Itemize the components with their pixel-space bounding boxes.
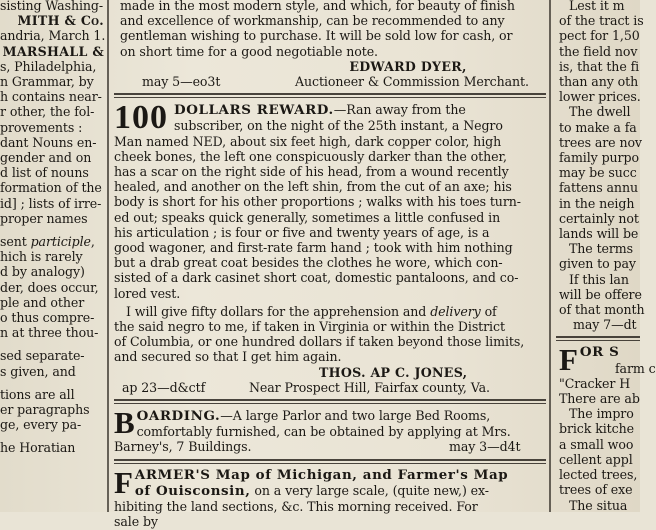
boarding-line: comfortably furnished, can be obtained by applying at Mrs. [136, 424, 511, 440]
right-column-line: than any oth [559, 74, 639, 90]
reward-signature: THOS. AP C. JONES, [319, 364, 468, 380]
reward-line: good wagoner, and first-rate farm hand ; took with him nothing [114, 240, 513, 256]
dyer-date: may 5—eo3t [142, 74, 221, 90]
right-column-line: lands will be [559, 226, 639, 242]
left-column-line: he Horatian [0, 440, 76, 456]
reward-line: subscriber, on the night of the 25th instant, a Negro [174, 118, 503, 134]
divider [114, 93, 546, 98]
boarding-footer [114, 439, 546, 454]
left-column-line: hich is rarely [0, 249, 83, 265]
for-sale-line: There are ab [559, 391, 640, 407]
left-column-line: sent participle, [0, 234, 95, 250]
middle-column [114, 0, 546, 530]
reward-location: Near Prospect Hill, Fairfax county, Va. [249, 379, 490, 395]
column-rule-left [107, 0, 109, 512]
map-ad [114, 464, 546, 530]
left-column [0, 0, 104, 512]
left-column-line: s given, and [0, 363, 76, 379]
left-column-line: formation of the [0, 180, 102, 196]
left-column-line [0, 432, 104, 440]
right-column-line: The dwell [569, 104, 631, 120]
left-column-line: provements : [0, 119, 83, 135]
for-sale-line: The situa [569, 497, 628, 513]
right-column-line: Lest it m [569, 0, 625, 13]
for-sale-line: a small woo [559, 436, 634, 452]
left-column-line: MITH & Co. [17, 13, 104, 29]
dyer-line: and excellence of workmanship, can be recommended to any [120, 13, 505, 29]
boarding-dropcap: B [114, 405, 135, 441]
left-column-line [0, 226, 104, 234]
left-column-line: r other, the fol- [0, 104, 95, 120]
left-column-line: d list of nouns [0, 165, 89, 181]
for-sale-line: brick kitche [559, 421, 634, 437]
right-column-line: given to pay [559, 256, 636, 272]
left-column-line: MARSHALL & [2, 43, 104, 59]
right-column-line: of the tract is [559, 13, 644, 29]
left-column-line [0, 340, 104, 348]
right-column-line: to make a fa [559, 119, 637, 135]
right-column-line: certainly not [559, 210, 639, 226]
left-column-line: gender and on [0, 150, 92, 166]
left-column-line: tions are all [0, 386, 75, 402]
reward-ad [114, 99, 546, 395]
for-sale-line: "Cracker H [559, 375, 631, 391]
divider [114, 459, 546, 464]
right-column-line: family purpo [559, 150, 639, 166]
reward-heading: DOLLARS REWARD. [174, 102, 334, 119]
map-dropcap: F [114, 464, 133, 500]
boarding-ad [114, 405, 546, 455]
dyer-title: Auctioneer & Commission Merchant. [295, 74, 529, 90]
map-line: on a very large scale, (quite new,) ex- [254, 482, 489, 498]
left-column-line: id] ; lists of irre- [0, 195, 102, 211]
divider [556, 336, 640, 341]
right-column-line: may 7—dt [573, 317, 637, 333]
left-column-line: dant Nouns en- [0, 134, 97, 150]
right-column-line: in the neigh [559, 195, 635, 211]
map-line: sale by [114, 514, 158, 530]
reward-line: lored vest. [114, 285, 181, 301]
dyer-line: made in the most modern style, and which, for beauty of finish [120, 0, 515, 13]
reward-line: body is short for his other proportions ; walks with his toes turn- [114, 194, 521, 210]
reward-line: sisted of a dark casinet short coat, domestic pantaloons, and co- [114, 270, 519, 286]
reward-line: but a drab great coat besides the clothes he wore, which con- [114, 255, 503, 271]
left-column-line: ple and other [0, 294, 85, 310]
left-column-line [0, 379, 104, 387]
for-sale-line: cellent appl [559, 451, 633, 467]
boarding-heading: OARDING. [136, 408, 221, 425]
right-column-line: fattens annu [559, 180, 638, 196]
left-column-line: s, Philadelphia, [0, 58, 97, 74]
reward-line: cheek bones, the left one conspicuously darker than the other, [114, 148, 507, 164]
right-column-line: is, that the fi [559, 58, 640, 74]
left-column-line: ge, every pa- [0, 417, 82, 433]
left-column-line: proper names [0, 210, 88, 226]
reward-line: ed out; speaks quick generally, sometimes a little confused in [114, 209, 501, 225]
left-column-line: n Grammar, by [0, 74, 94, 90]
dyer-line: on short time for a good negotiable note. [120, 43, 378, 59]
reward-line: Man named NED, about six feet high, dark copper color, high [114, 133, 502, 149]
map-heading-line2: of Ouisconsin, [134, 482, 251, 499]
right-column-line: may be succ [559, 165, 637, 181]
reward-date: ap 23—d&ctf [122, 379, 206, 395]
for-sale-line: lected trees, [559, 467, 638, 483]
left-column-line: d by analogy) [0, 264, 85, 280]
column-rule-right [549, 0, 551, 512]
dyer-ad [114, 0, 546, 89]
dyer-footer [120, 74, 546, 89]
right-column-line: pect for 1,50 [559, 28, 640, 44]
dyer-signature: EDWARD DYER, [349, 58, 467, 74]
right-column [556, 0, 656, 513]
right-column-line: The terms [569, 241, 634, 257]
map-line: hibiting the land sections, &c. This morning received. For [114, 499, 478, 515]
reward-line: healed, and another on the left shin, from the cut of an axe; his [114, 179, 512, 195]
right-column-line: trees are nov [559, 134, 642, 150]
right-column-line: of that month [559, 302, 645, 318]
reward-paragraph2-line: of Columbia, or one hundred dollars if taken beyond those limits, [114, 334, 525, 350]
for-sale-line: The impro [569, 406, 634, 422]
reward-paragraph2-line: and secured so that I get him again. [114, 349, 342, 365]
reward-line: —Ran away from the [333, 102, 466, 118]
reward-line: his articulation ; is four or five and twenty years of age, is a [114, 224, 490, 240]
for-sale-ad [556, 342, 656, 513]
for-sale-line: trees of exe [559, 482, 633, 498]
left-column-line: sisting Washing- [0, 0, 104, 13]
left-column-line: er paragraphs [0, 402, 90, 418]
right-column-line: If this lan [569, 271, 629, 287]
reward-amount: 100 [114, 99, 168, 137]
right-column-line: the field nov [559, 43, 638, 59]
boarding-date: may 3—d4t [449, 439, 521, 455]
dyer-line: gentleman wishing to purchase. It will be sold low for cash, or [120, 28, 513, 44]
for-sale-heading: OR S [579, 344, 620, 361]
right-column-line: will be offere [559, 286, 642, 302]
divider [114, 399, 546, 404]
left-column-line: o thus compre- [0, 310, 95, 326]
boarding-line: Barney's, 7 Buildings. [114, 439, 252, 455]
map-heading-line1: ARMER'S Map of Michigan, and Farmer's Map [134, 466, 509, 483]
reward-paragraph2-line: the said negro to me, if taken in Virginia or within the District [114, 319, 505, 335]
for-sale-line: farm c [615, 360, 656, 376]
reward-paragraph2-line: I will give fifty dollars for the apprehension and delivery of [126, 303, 497, 319]
left-column-line: der, does occur, [0, 279, 99, 295]
left-column-line: h contains near- [0, 89, 102, 105]
left-column-line: sed separate- [0, 348, 85, 364]
for-sale-dropcap: F [559, 342, 578, 378]
left-column-line: n at three thou- [0, 325, 99, 341]
reward-footer [114, 380, 546, 395]
boarding-line: —A large Parlor and two large Bed Rooms, [220, 408, 491, 424]
right-column-line: lower prices. [559, 89, 641, 105]
reward-line: has a scar on the right side of his head, from a wound recently [114, 164, 509, 180]
left-column-line: andria, March 1. [0, 28, 106, 44]
